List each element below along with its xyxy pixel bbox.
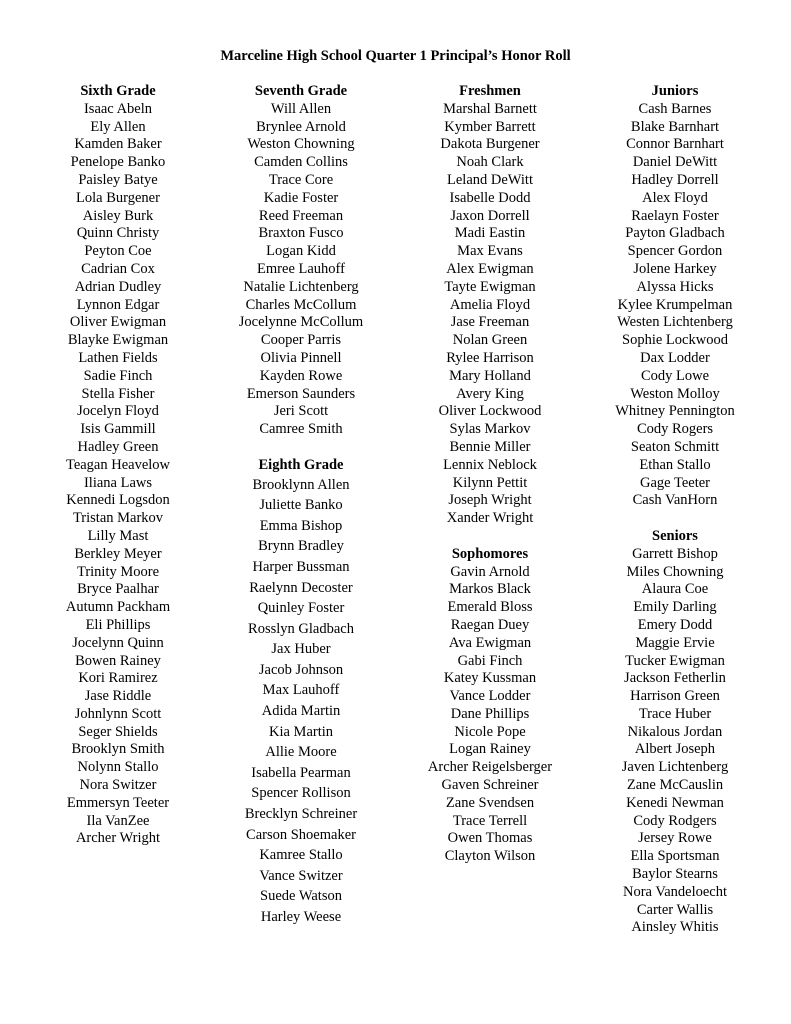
student-name: Harper Bussman: [252, 558, 350, 575]
student-name: Adrian Dudley: [74, 278, 162, 295]
student-name: Mary Holland: [449, 367, 531, 384]
group-heading: Eighth Grade: [258, 456, 344, 473]
student-name: Braxton Fusco: [258, 225, 344, 242]
student-name: Cody Rogers: [636, 421, 714, 438]
student-name: Emily Darling: [633, 599, 717, 616]
student-name: Bowen Rainey: [75, 652, 161, 669]
student-name: Alex Ewigman: [446, 260, 534, 277]
student-name: Seaton Schmitt: [630, 438, 720, 455]
student-name: Lathen Fields: [78, 349, 158, 366]
student-name: Garrett Bishop: [632, 545, 718, 562]
student-name: Javen Lichtenberg: [621, 759, 729, 776]
column-3: [415, 83, 565, 866]
student-name: Natalie Lichtenberg: [243, 278, 359, 295]
group-heading: Freshmen: [459, 83, 521, 99]
student-name: Ava Ewigman: [448, 634, 532, 651]
student-name: Katey Kussman: [443, 670, 537, 687]
student-name: Seger Shields: [78, 723, 158, 740]
student-name: Maggie Ervie: [635, 634, 715, 651]
student-name: Quinley Foster: [257, 600, 345, 617]
student-name: Cody Lowe: [640, 367, 710, 384]
student-name: Kenedi Newman: [626, 794, 724, 811]
student-name: Rosslyn Gladbach: [248, 620, 354, 637]
student-name: Baylor Stearns: [632, 866, 718, 883]
student-name: Quinn Christy: [76, 225, 160, 242]
student-name: Tristan Markov: [72, 510, 164, 527]
name-list: [46, 101, 190, 848]
name-list: [227, 475, 375, 928]
student-name: Emerson Saunders: [246, 385, 356, 402]
student-name: Zane McCauslin: [626, 777, 724, 794]
student-name: Daniel DeWitt: [632, 154, 718, 171]
student-name: Carson Shoemaker: [246, 826, 356, 843]
group-sophomores: [415, 546, 565, 866]
student-name: Brooklynn Allen: [252, 476, 350, 493]
student-name: Sadie Finch: [83, 367, 153, 384]
student-name: Vance Switzer: [259, 867, 343, 884]
student-name: Oliver Lockwood: [438, 403, 542, 420]
student-name: Albert Joseph: [634, 741, 716, 758]
group-eighth-grade: [227, 457, 375, 928]
student-name: Brooklyn Smith: [71, 741, 165, 758]
student-name: Suede Watson: [260, 888, 342, 905]
student-name: Clayton Wilson: [444, 848, 536, 865]
student-name: Emery Dodd: [637, 616, 713, 633]
student-name: Rylee Harrison: [446, 349, 534, 366]
student-name: Emma Bishop: [259, 517, 343, 534]
student-name: Nora Switzer: [79, 777, 157, 794]
student-name: Kori Ramirez: [78, 670, 158, 687]
student-name: Kennedi Logsdon: [66, 492, 170, 509]
student-name: Jase Riddle: [84, 688, 152, 705]
student-name: Kia Martin: [268, 723, 334, 740]
student-name: Avery King: [456, 385, 524, 402]
student-name: Ella Sportsman: [630, 848, 720, 865]
name-list: [415, 101, 565, 528]
student-name: Kamree Stallo: [259, 847, 343, 864]
student-name: Eli Phillips: [85, 616, 151, 633]
student-name: Vance Lodder: [449, 688, 531, 705]
group-sixth-grade: [46, 83, 190, 848]
student-name: Isabelle Dodd: [449, 189, 531, 206]
student-name: Blake Barnhart: [630, 118, 720, 135]
group-heading: Juniors: [651, 83, 699, 99]
student-name: Brecklyn Schreiner: [244, 806, 358, 823]
student-name: Hadley Dorrell: [631, 171, 719, 188]
student-name: Stella Fisher: [81, 385, 155, 402]
student-name: Autumn Packham: [65, 599, 171, 616]
student-name: Nolan Green: [452, 332, 528, 349]
student-name: Cadrian Cox: [81, 260, 155, 277]
student-name: Alex Floyd: [642, 189, 708, 206]
student-name: Nolynn Stallo: [77, 759, 159, 776]
student-name: Isis Gammill: [80, 421, 156, 438]
student-name: Teagan Heavelow: [65, 456, 171, 473]
student-name: Spencer Rollison: [251, 785, 351, 802]
student-name: Bryce Paalhar: [77, 581, 159, 598]
name-list: [227, 101, 375, 439]
student-name: Kilynn Pettit: [452, 474, 528, 491]
student-name: Weston Molloy: [630, 385, 720, 402]
student-name: Logan Rainey: [449, 741, 531, 758]
student-name: Logan Kidd: [266, 243, 336, 260]
student-name: Emmersyn Teeter: [66, 794, 170, 811]
student-name: Hadley Green: [77, 438, 159, 455]
student-name: Dakota Burgener: [440, 136, 540, 153]
student-name: Adida Martin: [261, 703, 341, 720]
student-name: Isabella Pearman: [251, 764, 351, 781]
student-name: Penelope Banko: [70, 154, 166, 171]
student-name: Nora Vandeloecht: [622, 883, 727, 900]
student-name: Camree Smith: [259, 421, 343, 438]
student-name: Iliana Laws: [83, 474, 153, 491]
student-name: Ila VanZee: [86, 812, 150, 829]
student-name: Raegan Duey: [450, 616, 530, 633]
student-name: Jersey Rowe: [638, 830, 712, 847]
student-name: Carter Wallis: [636, 901, 714, 918]
student-name: Brynlee Arnold: [256, 118, 346, 135]
student-name: Miles Chowning: [626, 563, 724, 580]
student-name: Zane Svendsen: [445, 794, 535, 811]
student-name: Will Allen: [270, 100, 332, 117]
student-name: Isaac Abeln: [83, 100, 153, 117]
student-name: Gage Teeter: [640, 474, 710, 491]
student-name: Camden Collins: [254, 154, 348, 171]
student-name: Aisley Burk: [82, 207, 154, 224]
student-name: Paisley Batye: [78, 171, 158, 188]
student-name: Olivia Pinnell: [260, 349, 342, 366]
student-name: Lola Burgener: [76, 189, 160, 206]
student-name: Xander Wright: [446, 510, 534, 527]
student-name: Archer Reigelsberger: [427, 759, 553, 776]
group-heading: Sixth Grade: [80, 83, 156, 99]
student-name: Jacob Johnson: [258, 661, 344, 678]
student-name: Sylas Markov: [449, 421, 531, 438]
student-name: Gavin Arnold: [450, 563, 530, 580]
student-name: Blayke Ewigman: [67, 332, 169, 349]
student-name: Trace Core: [268, 171, 334, 188]
student-name: Marshal Barnett: [443, 100, 537, 117]
student-name: Whitney Pennington: [615, 403, 735, 420]
group-freshmen: [415, 83, 565, 528]
student-name: Alaura Coe: [641, 581, 709, 598]
student-name: Dane Phillips: [450, 705, 530, 722]
student-name: Westen Lichtenberg: [617, 314, 733, 331]
student-name: Lilly Mast: [87, 527, 149, 544]
name-list: [415, 564, 565, 867]
student-name: Cody Rodgers: [633, 812, 717, 829]
student-name: Jase Freeman: [450, 314, 530, 331]
column-4: [596, 83, 754, 937]
student-name: Emree Lauhoff: [257, 260, 345, 277]
student-name: Cash VanHorn: [632, 492, 718, 509]
student-name: Ely Allen: [90, 118, 146, 135]
student-name: Payton Gladbach: [625, 225, 725, 242]
student-name: Amelia Floyd: [449, 296, 531, 313]
page-title: Marceline High School Quarter 1 Principal’s Honor Roll: [220, 48, 571, 64]
student-name: Leland DeWitt: [447, 171, 533, 188]
student-name: Connor Barnhart: [626, 136, 724, 153]
student-name: Kadie Foster: [263, 189, 339, 206]
student-name: Noah Clark: [456, 154, 524, 171]
student-name: Jocelynn Quinn: [72, 634, 164, 651]
student-name: Trinity Moore: [76, 563, 160, 580]
student-name: Jolene Harkey: [633, 260, 717, 277]
student-name: Bennie Miller: [449, 438, 531, 455]
student-name: Cooper Parris: [260, 332, 342, 349]
student-name: Trace Huber: [638, 705, 712, 722]
student-name: Sophie Lockwood: [622, 332, 728, 349]
group-heading: Sophomores: [451, 545, 529, 562]
student-name: Jaxon Dorrell: [450, 207, 530, 224]
student-name: Cash Barnes: [638, 100, 712, 117]
student-name: Tayte Ewigman: [444, 278, 536, 295]
student-name: Ainsley Whitis: [631, 919, 719, 936]
student-name: Harley Weese: [260, 909, 342, 925]
student-name: Nikalous Jordan: [627, 723, 723, 740]
group-seniors: [596, 528, 754, 937]
column-2: [227, 83, 375, 928]
student-name: Jax Huber: [271, 641, 331, 658]
name-list: [596, 101, 754, 510]
student-name: Dax Lodder: [640, 349, 710, 366]
student-name: Johnlynn Scott: [74, 705, 162, 722]
student-name: Oliver Ewigman: [69, 314, 167, 331]
student-name: Jeri Scott: [273, 403, 329, 420]
student-name: Lynnon Edgar: [76, 296, 160, 313]
student-name: Berkley Meyer: [74, 545, 162, 562]
student-name: Raelynn Decoster: [249, 579, 353, 596]
student-name: Joseph Wright: [448, 492, 532, 509]
student-name: Kayden Rowe: [259, 367, 343, 384]
student-name: Spencer Gordon: [627, 243, 723, 260]
student-name: Archer Wright: [75, 830, 161, 847]
student-name: Harrison Green: [630, 688, 720, 705]
student-name: Gabi Finch: [457, 652, 523, 669]
student-name: Tucker Ewigman: [625, 652, 725, 669]
student-name: Madi Eastin: [454, 225, 526, 242]
student-name: Raelayn Foster: [631, 207, 719, 224]
student-name: Emerald Bloss: [447, 599, 533, 616]
student-name: Trace Terrell: [452, 812, 528, 829]
student-name: Max Evans: [457, 243, 523, 260]
student-name: Kylee Krumpelman: [617, 296, 733, 313]
student-name: Lennix Neblock: [443, 456, 537, 473]
student-name: Gaven Schreiner: [441, 777, 539, 794]
student-name: Alyssa Hicks: [636, 278, 714, 295]
student-name: Kymber Barrett: [444, 118, 536, 135]
student-name: Allie Moore: [265, 744, 337, 761]
group-heading: Seniors: [652, 527, 698, 544]
student-name: Kamden Baker: [74, 136, 162, 153]
student-name: Max Lauhoff: [262, 682, 340, 699]
student-name: Nicole Pope: [454, 723, 526, 740]
group-heading: Seventh Grade: [254, 83, 348, 99]
group-seventh-grade: [227, 83, 375, 439]
student-name: Reed Freeman: [258, 207, 344, 224]
student-name: Juliette Banko: [259, 497, 343, 514]
name-list: [596, 546, 754, 938]
student-name: Owen Thomas: [447, 830, 533, 847]
student-name: Ethan Stallo: [639, 456, 711, 473]
student-name: Charles McCollum: [245, 296, 357, 313]
group-juniors: [596, 83, 754, 510]
student-name: Jocelyn Floyd: [77, 403, 159, 420]
student-name: Peyton Coe: [84, 243, 152, 260]
student-name: Markos Black: [449, 581, 531, 598]
student-name: Weston Chowning: [247, 136, 355, 153]
student-name: Jocelynne McCollum: [238, 314, 364, 331]
student-name: Jackson Fetherlin: [624, 670, 726, 687]
column-1: [46, 83, 190, 848]
student-name: Brynn Bradley: [258, 538, 344, 555]
